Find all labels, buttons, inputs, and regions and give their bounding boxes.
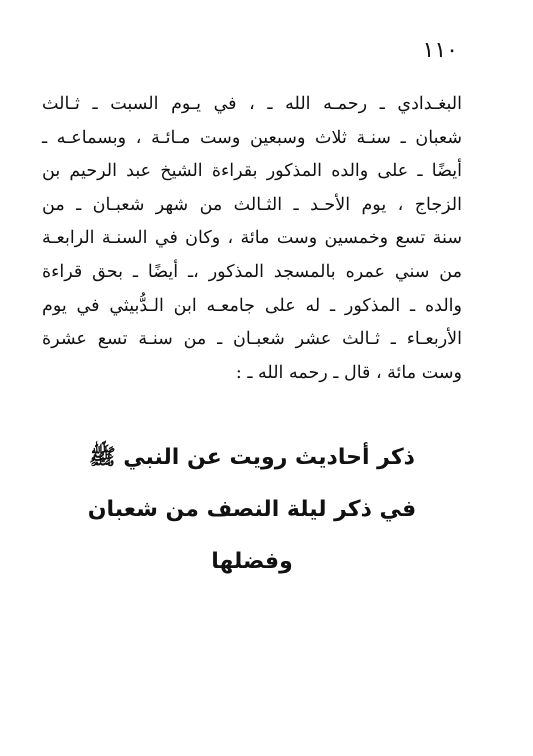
body-line: الأربعـاء ـ ثـالث عشر شعبـان ـ من سنـة تسع عشرة	[42, 329, 462, 350]
page-number: ١١٠	[422, 38, 458, 63]
heading-line: وفضلها	[211, 549, 293, 574]
body-line: أيضًا ـ على والده المذكور بقراءة الشيخ عبد الرحيم بن	[42, 161, 462, 182]
section-heading	[42, 432, 462, 588]
body-line: والده ـ المذكور ـ له على جامعـه ابن الـدُّبيثي في يوم	[42, 295, 462, 316]
body-line: سنة تسع وخمسين وست مائة ، وكان في السنـة الرابعـة	[42, 228, 462, 249]
body-paragraph	[42, 88, 462, 390]
body-line: الزجاج ، يوم الأحـد ـ الثـالث من شهر شعبـان ـ من	[42, 194, 462, 215]
body-line: وست مائة ، قال ـ رحمه الله ـ :	[235, 362, 462, 383]
body-line: من سني عمره بالمسجد المذكور ،ـ أيضًا ـ بحق قراءة	[42, 261, 462, 282]
heading-line: في ذكر ليلة النصف من شعبان	[87, 497, 417, 522]
body-line: البغـدادي ـ رحمـه الله ـ ، في يـوم السبت ـ ثـالث	[42, 94, 462, 114]
body-line: شعبان ـ سنـة ثلاث وسبعين وست مـائـة ، وبسماعـه ـ	[42, 127, 462, 148]
heading-line: ذكر أحاديث رويت عن النبي ﷺ	[89, 445, 415, 470]
